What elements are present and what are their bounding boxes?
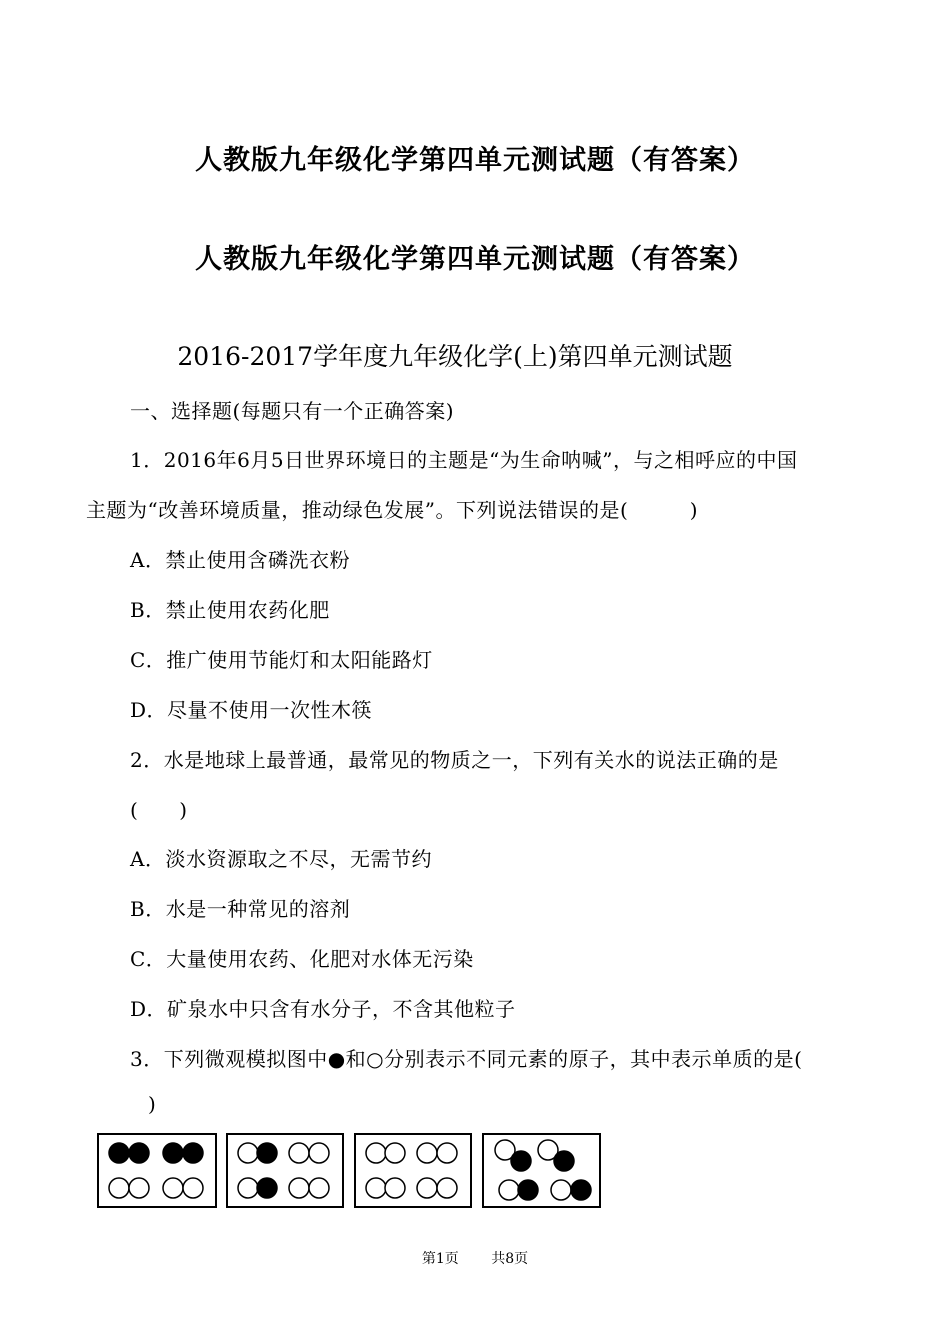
question-2-option-b: B．水是一种常见的溶剂 — [130, 897, 351, 921]
question-2-option-c: C．大量使用农药、化肥对水体无污染 — [130, 947, 474, 971]
section-heading: 一、选择题(每题只有一个正确答案) — [130, 399, 455, 423]
question-3-line-1: 3．下列微观模拟图中●和○分别表示不同元素的原子，其中表示单质的是( — [130, 1047, 803, 1071]
exam-title: 2016-2017学年度九年级化学(上)第四单元测试题 — [177, 342, 733, 371]
question-1-option-d: D．尽量不使用一次性木筷 — [130, 698, 373, 722]
page-number: 第1页 — [421, 1251, 459, 1267]
header-title-2: 人教版九年级化学第四单元测试题（有答案） — [195, 244, 755, 275]
question-1-option-a: A．禁止使用含磷洗衣粉 — [130, 548, 350, 572]
question-2-line-2: ( ) — [130, 798, 188, 822]
header-title-1: 人教版九年级化学第四单元测试题（有答案） — [195, 145, 755, 176]
question-1-line-1: 1．2016年6月5日世界环境日的主题是“为生命呐喊”，与之相呼应的中国 — [130, 448, 798, 472]
particle-diagram-c — [355, 1134, 471, 1207]
particle-diagram-a — [98, 1134, 216, 1207]
question-2-line-1: 2．水是地球上最普通，最常见的物质之一，下列有关水的说法正确的是 — [130, 748, 779, 772]
particle-diagrams — [97, 1133, 602, 1208]
question-3-line-2: ) — [148, 1092, 157, 1116]
question-1-line-2: 主题为“改善环境质量，推动绿色发展”。下列说法错误的是( ) — [86, 498, 699, 522]
question-1-option-b: B．禁止使用农药化肥 — [130, 598, 330, 622]
particle-diagram-b — [227, 1134, 343, 1207]
question-2-option-a: A．淡水资源取之不尽，无需节约 — [130, 847, 432, 871]
page-total: 共8页 — [491, 1251, 529, 1267]
page-footer — [0, 1248, 950, 1268]
question-2-option-d: D．矿泉水中只含有水分子，不含其他粒子 — [130, 997, 516, 1021]
question-1-option-c: C．推广使用节能灯和太阳能路灯 — [130, 648, 433, 672]
particle-diagram-d — [483, 1134, 600, 1207]
